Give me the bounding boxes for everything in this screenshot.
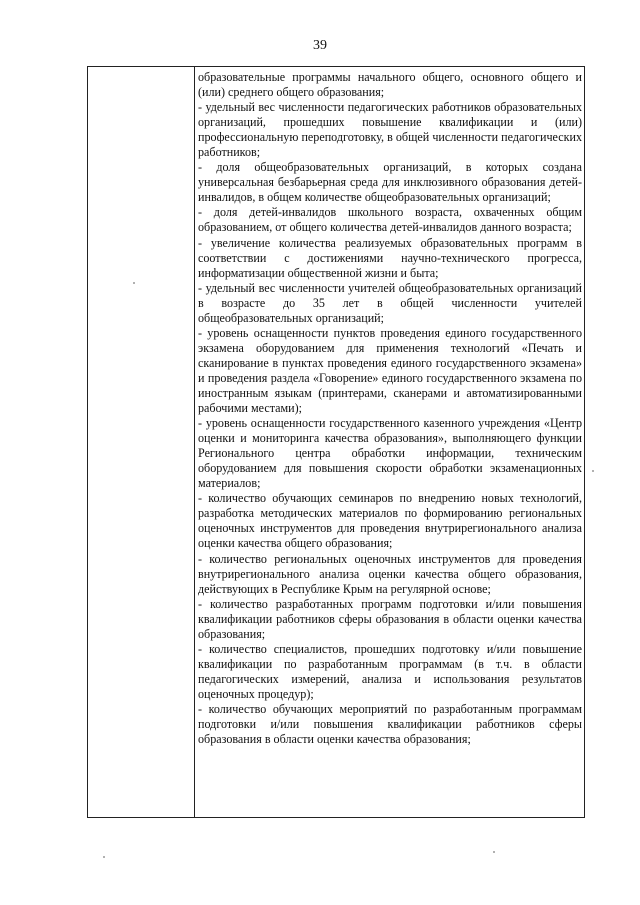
scan-speck xyxy=(103,856,105,858)
indicator-item: - доля детей-инвалидов школьного возраста, охваченных общим образованием, от общего количества детей-инвалидов данного возраста; xyxy=(198,205,582,235)
scan-speck xyxy=(493,851,495,853)
scan-speck xyxy=(133,282,135,284)
indicator-item: - уровень оснащенности пунктов проведения единого государственного экзамена оборудованием для применения технологий «Печать и сканирование в пунктах проведения единого государственного экзамена» и проведения раздела «Говорение» единого государственного экзамена по иностранным языкам (принтерами, сканерами и автоматизированными рабочими местами); xyxy=(198,325,582,416)
indicator-item: - количество обучающих мероприятий по разработанным программам подготовки и/или повышения квалификации работников сферы образования в области оценки качества образования; xyxy=(198,701,582,747)
indicator-item: - количество обучающих семинаров по внедрению новых технологий, разработка методических материалов по формированию региональных оценочных инструментов для проведения внутрирегионального анализа оценки качества общего образования; xyxy=(198,491,582,551)
indicator-item: - доля общеобразовательных организаций, в которых создана универсальная безбарьерная среда для инклюзивного образования детей-инвалидов, в общем количестве общеобразовательных организаций; xyxy=(198,160,582,205)
indicator-item: - удельный вес численности педагогических работников образовательных организаций, прошедших повышение квалификации и (или) профессиональную переподготовку, в общей численности педагогических работников; xyxy=(198,100,582,160)
indicator-item: - удельный вес численности учителей общеобразовательных организаций в возрасте до 35 лет в общей численности учителей общеобразовательных организаций; xyxy=(198,280,582,325)
indicator-item: - количество специалистов, прошедших подготовку и/или повышение квалификации по разработанным программам (в т.ч. в области педагогических измерений, анализа и использования результатов оценочных процедур); xyxy=(198,641,582,701)
table-right-column xyxy=(198,70,582,747)
scan-speck xyxy=(592,470,594,472)
indicators-table xyxy=(87,66,585,818)
table-left-column xyxy=(88,67,194,817)
indicator-item: - увеличение количества реализуемых образовательных программ в соответствии с достижениями научно-технического прогресса, информатизации общественной жизни и быта; xyxy=(198,235,582,280)
indicator-item: - уровень оснащенности государственного казенного учреждения «Центр оценки и мониторинга качества образования», выполняющего функции Регионального центра обработки информации, техническим оборудованием для повышения скорости обработки экзаменационных материалов; xyxy=(198,416,582,491)
page-number: 39 xyxy=(313,38,327,53)
indicator-item: - количество региональных оценочных инструментов для проведения внутрирегионального анализа оценки качества общего образования, действующих в Республике Крым на регулярной основе; xyxy=(198,551,582,596)
column-divider xyxy=(194,67,195,817)
indicator-item: образовательные программы начального общего, основного общего и (или) среднего общего образования; xyxy=(198,70,582,100)
indicator-item: - количество разработанных программ подготовки и/или повышения квалификации работников сферы образования в области оценки качества образования; xyxy=(198,596,582,641)
